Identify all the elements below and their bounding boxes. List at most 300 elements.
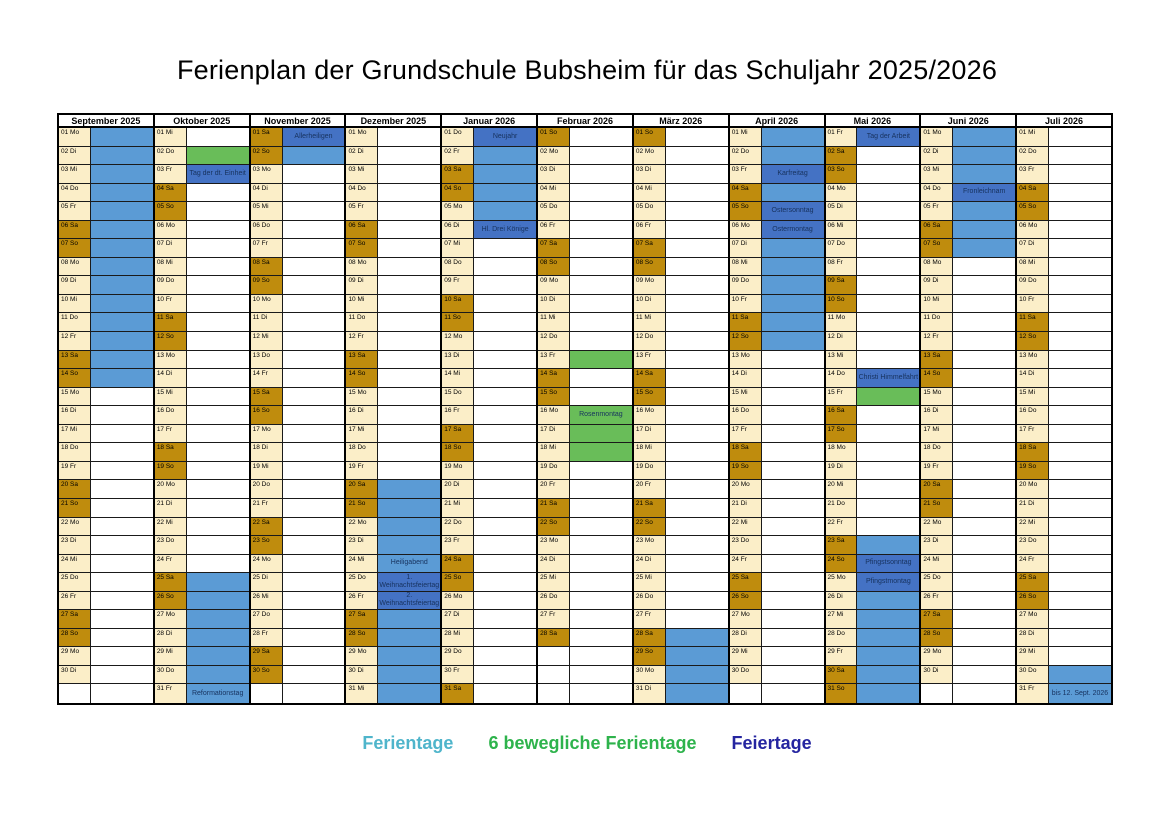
day-label: 14 So bbox=[346, 369, 378, 387]
ferientag-cell bbox=[762, 295, 824, 313]
day-cell bbox=[953, 592, 1015, 610]
day-label: 02 Do bbox=[155, 147, 187, 165]
day-row bbox=[634, 592, 728, 611]
day-row bbox=[634, 184, 728, 203]
day-label: 20 Do bbox=[251, 480, 283, 498]
month-column bbox=[538, 115, 634, 703]
day-cell bbox=[953, 425, 1015, 443]
day-row bbox=[730, 610, 824, 629]
day-label: 05 Mo bbox=[442, 202, 474, 220]
day-row bbox=[826, 573, 920, 592]
day-row bbox=[59, 480, 153, 499]
day-cell bbox=[1049, 443, 1111, 461]
day-cell bbox=[666, 221, 728, 239]
day-row bbox=[538, 647, 632, 666]
day-row bbox=[730, 184, 824, 203]
day-cell bbox=[1049, 369, 1111, 387]
day-label: 26 Di bbox=[826, 592, 858, 610]
day-row bbox=[155, 518, 249, 537]
month-column bbox=[826, 115, 922, 703]
day-row bbox=[730, 128, 824, 147]
day-label: 01 Mi bbox=[1017, 128, 1049, 146]
day-row bbox=[634, 462, 728, 481]
day-row bbox=[155, 573, 249, 592]
day-label: 30 Di bbox=[921, 666, 953, 684]
day-row bbox=[826, 147, 920, 166]
day-cell bbox=[953, 295, 1015, 313]
day-row bbox=[826, 332, 920, 351]
day-label: 29 Fr bbox=[826, 647, 858, 665]
day-row bbox=[921, 462, 1015, 481]
day-cell bbox=[283, 555, 345, 573]
day-label: 26 So bbox=[1017, 592, 1049, 610]
day-label: 21 Fr bbox=[251, 499, 283, 517]
day-label: 27 Di bbox=[442, 610, 474, 628]
day-cell bbox=[187, 499, 249, 517]
day-cell bbox=[283, 258, 345, 276]
day-row bbox=[59, 258, 153, 277]
day-label: 06 Sa bbox=[921, 221, 953, 239]
day-row bbox=[730, 666, 824, 685]
day-label: 17 So bbox=[826, 425, 858, 443]
day-row bbox=[634, 313, 728, 332]
holiday-label: Ostersonntag bbox=[771, 206, 814, 214]
day-label: 30 Do bbox=[155, 666, 187, 684]
day-cell bbox=[666, 184, 728, 202]
day-label: 29 Mi bbox=[730, 647, 762, 665]
day-row bbox=[155, 610, 249, 629]
day-label: 15 Mi bbox=[730, 388, 762, 406]
day-label: 25 Do bbox=[59, 573, 91, 591]
day-label: 18 Do bbox=[59, 443, 91, 461]
day-cell bbox=[283, 313, 345, 331]
day-cell bbox=[857, 332, 919, 350]
day-row bbox=[1017, 388, 1111, 407]
day-cell bbox=[187, 480, 249, 498]
day-label: 18 So bbox=[442, 443, 474, 461]
day-cell bbox=[474, 406, 536, 424]
day-row bbox=[538, 388, 632, 407]
day-label: 22 Fr bbox=[826, 518, 858, 536]
day-label: 01 So bbox=[538, 128, 570, 146]
day-row bbox=[538, 128, 632, 147]
day-row bbox=[59, 647, 153, 666]
ferientag-cell bbox=[91, 165, 153, 183]
day-cell bbox=[857, 202, 919, 220]
day-label: 10 So bbox=[826, 295, 858, 313]
day-cell bbox=[187, 406, 249, 424]
day-row bbox=[634, 406, 728, 425]
day-label: 19 Do bbox=[538, 462, 570, 480]
day-label: 01 Mo bbox=[921, 128, 953, 146]
day-label: 24 Di bbox=[634, 555, 666, 573]
day-cell bbox=[666, 425, 728, 443]
day-label: 07 Di bbox=[730, 239, 762, 257]
empty-cell bbox=[570, 684, 632, 703]
beweglicher-ferientag-cell bbox=[857, 388, 919, 406]
day-row bbox=[538, 443, 632, 462]
ferientag-cell bbox=[91, 147, 153, 165]
day-row bbox=[1017, 276, 1111, 295]
ferientag-cell bbox=[762, 313, 824, 331]
day-label: 17 Di bbox=[634, 425, 666, 443]
day-label: 08 Sa bbox=[251, 258, 283, 276]
day-label: 22 Mi bbox=[730, 518, 762, 536]
day-label: 08 Mi bbox=[730, 258, 762, 276]
day-row bbox=[826, 499, 920, 518]
day-label: 27 Mo bbox=[730, 610, 762, 628]
ferientag-cell bbox=[1049, 684, 1111, 703]
day-label: 26 So bbox=[155, 592, 187, 610]
day-row bbox=[251, 258, 345, 277]
day-cell bbox=[1049, 351, 1111, 369]
day-cell bbox=[283, 202, 345, 220]
day-label: 20 Mo bbox=[730, 480, 762, 498]
day-row bbox=[251, 518, 345, 537]
holiday-label: Tag der dt. Einheit bbox=[189, 169, 246, 177]
day-row bbox=[921, 555, 1015, 574]
day-label: 13 Fr bbox=[538, 351, 570, 369]
ferientag-cell bbox=[762, 184, 824, 202]
day-label: 08 Mo bbox=[346, 258, 378, 276]
day-cell bbox=[762, 462, 824, 480]
ferientag-cell bbox=[91, 295, 153, 313]
day-row bbox=[59, 443, 153, 462]
day-row bbox=[155, 369, 249, 388]
day-label: 26 Do bbox=[538, 592, 570, 610]
day-cell bbox=[953, 276, 1015, 294]
day-row bbox=[1017, 518, 1111, 537]
day-row bbox=[730, 499, 824, 518]
day-cell bbox=[283, 592, 345, 610]
day-row bbox=[155, 128, 249, 147]
day-row bbox=[730, 221, 824, 240]
day-label: 06 Mi bbox=[826, 221, 858, 239]
day-label: 10 Fr bbox=[730, 295, 762, 313]
day-row bbox=[921, 128, 1015, 147]
day-cell bbox=[378, 313, 440, 331]
day-label: 27 Sa bbox=[346, 610, 378, 628]
day-row bbox=[59, 221, 153, 240]
day-label: 29 Mo bbox=[921, 647, 953, 665]
day-label: 14 So bbox=[921, 369, 953, 387]
day-label: 16 Do bbox=[730, 406, 762, 424]
day-label: 30 Do bbox=[730, 666, 762, 684]
day-label: 06 Di bbox=[442, 221, 474, 239]
day-row bbox=[538, 165, 632, 184]
day-row bbox=[442, 425, 536, 444]
day-cell bbox=[91, 499, 153, 517]
day-label: 27 Do bbox=[251, 610, 283, 628]
day-label: 12 Fr bbox=[346, 332, 378, 350]
month-header: Juli 2026 bbox=[1017, 115, 1111, 128]
day-cell bbox=[474, 592, 536, 610]
day-cell bbox=[857, 258, 919, 276]
day-label: 02 Di bbox=[346, 147, 378, 165]
day-label: 03 Mo bbox=[251, 165, 283, 183]
day-row bbox=[730, 425, 824, 444]
day-label: 22 Mo bbox=[59, 518, 91, 536]
day-row bbox=[59, 684, 153, 703]
day-label: 18 Do bbox=[921, 443, 953, 461]
empty-cell bbox=[953, 684, 1015, 703]
day-row bbox=[442, 369, 536, 388]
day-row bbox=[730, 592, 824, 611]
ferientag-cell bbox=[1049, 666, 1111, 684]
day-row bbox=[1017, 499, 1111, 518]
day-row bbox=[251, 202, 345, 221]
day-cell bbox=[570, 239, 632, 257]
day-label: 03 Fr bbox=[155, 165, 187, 183]
day-row bbox=[921, 610, 1015, 629]
day-row bbox=[538, 276, 632, 295]
ferientag-cell bbox=[91, 239, 153, 257]
day-label: 14 Sa bbox=[538, 369, 570, 387]
day-cell bbox=[1049, 647, 1111, 665]
day-row bbox=[346, 573, 440, 592]
holiday-label: Allerheiligen bbox=[294, 132, 333, 140]
day-cell bbox=[666, 369, 728, 387]
day-row bbox=[634, 239, 728, 258]
day-row bbox=[1017, 369, 1111, 388]
day-cell bbox=[666, 239, 728, 257]
day-cell bbox=[857, 276, 919, 294]
day-row bbox=[346, 351, 440, 370]
day-label: 21 Di bbox=[1017, 499, 1049, 517]
day-label: 08 Mo bbox=[59, 258, 91, 276]
day-row bbox=[346, 518, 440, 537]
day-cell bbox=[474, 313, 536, 331]
day-label: 14 Di bbox=[730, 369, 762, 387]
day-label: 12 Mi bbox=[251, 332, 283, 350]
day-cell bbox=[187, 221, 249, 239]
day-row bbox=[442, 239, 536, 258]
legend-feiertage: Feiertage bbox=[731, 733, 812, 753]
day-label: 20 Sa bbox=[59, 480, 91, 498]
day-label: 30 Di bbox=[346, 666, 378, 684]
day-cell bbox=[857, 462, 919, 480]
day-label: 04 Sa bbox=[155, 184, 187, 202]
day-row bbox=[826, 610, 920, 629]
day-row bbox=[826, 239, 920, 258]
day-cell bbox=[857, 351, 919, 369]
day-label: 29 Sa bbox=[251, 647, 283, 665]
day-label: 04 Do bbox=[346, 184, 378, 202]
day-cell bbox=[283, 573, 345, 591]
day-label: 15 Mi bbox=[1017, 388, 1049, 406]
ferientag-cell bbox=[91, 313, 153, 331]
day-cell bbox=[283, 629, 345, 647]
day-row bbox=[442, 629, 536, 648]
day-row bbox=[826, 425, 920, 444]
holiday-label: 2. Weihnachtsfeiertag bbox=[379, 592, 440, 608]
day-row bbox=[346, 239, 440, 258]
day-label bbox=[730, 684, 762, 703]
day-row bbox=[826, 462, 920, 481]
month-column bbox=[634, 115, 730, 703]
day-label: 17 Fr bbox=[155, 425, 187, 443]
ferientag-cell bbox=[474, 165, 536, 183]
day-label: 05 Do bbox=[634, 202, 666, 220]
day-row bbox=[155, 184, 249, 203]
day-label: 03 Di bbox=[634, 165, 666, 183]
day-label: 30 Fr bbox=[442, 666, 474, 684]
day-cell bbox=[666, 480, 728, 498]
feiertag-cell bbox=[474, 128, 536, 146]
day-row bbox=[634, 684, 728, 703]
day-row bbox=[730, 443, 824, 462]
day-label: 13 Do bbox=[251, 351, 283, 369]
day-row bbox=[251, 388, 345, 407]
day-label: 06 Mo bbox=[1017, 221, 1049, 239]
ferientag-cell bbox=[91, 332, 153, 350]
day-label: 07 Sa bbox=[634, 239, 666, 257]
day-cell bbox=[474, 629, 536, 647]
day-row bbox=[59, 369, 153, 388]
ferientag-cell bbox=[91, 369, 153, 387]
day-row bbox=[826, 165, 920, 184]
day-cell bbox=[91, 647, 153, 665]
day-cell bbox=[953, 462, 1015, 480]
day-row bbox=[538, 666, 632, 685]
holiday-label: Rosenmontag bbox=[579, 410, 623, 418]
day-label: 04 Mi bbox=[634, 184, 666, 202]
day-cell bbox=[666, 536, 728, 554]
day-label: 22 Mo bbox=[346, 518, 378, 536]
day-label: 11 Mi bbox=[538, 313, 570, 331]
day-cell bbox=[378, 295, 440, 313]
day-label: 26 Fr bbox=[59, 592, 91, 610]
day-label: 23 Mo bbox=[538, 536, 570, 554]
day-cell bbox=[1049, 332, 1111, 350]
day-cell bbox=[91, 629, 153, 647]
day-label: 04 Sa bbox=[1017, 184, 1049, 202]
day-label: 06 Do bbox=[251, 221, 283, 239]
day-cell bbox=[91, 536, 153, 554]
day-cell bbox=[857, 184, 919, 202]
day-label: 14 Mi bbox=[442, 369, 474, 387]
day-row bbox=[634, 147, 728, 166]
day-row bbox=[634, 332, 728, 351]
day-label: 23 Do bbox=[155, 536, 187, 554]
day-row bbox=[346, 128, 440, 147]
day-label: 21 Mi bbox=[442, 499, 474, 517]
day-row bbox=[826, 629, 920, 648]
day-row bbox=[730, 276, 824, 295]
ferientag-cell bbox=[762, 258, 824, 276]
day-cell bbox=[570, 573, 632, 591]
day-cell bbox=[857, 480, 919, 498]
day-row bbox=[634, 369, 728, 388]
day-row bbox=[251, 425, 345, 444]
day-label: 14 Fr bbox=[251, 369, 283, 387]
day-row bbox=[634, 573, 728, 592]
day-label: 01 Do bbox=[442, 128, 474, 146]
day-row bbox=[251, 555, 345, 574]
day-label: 13 Fr bbox=[634, 351, 666, 369]
day-row bbox=[59, 592, 153, 611]
day-row bbox=[730, 462, 824, 481]
day-label: 23 Sa bbox=[826, 536, 858, 554]
day-label: 28 So bbox=[921, 629, 953, 647]
day-cell bbox=[570, 313, 632, 331]
day-row bbox=[155, 666, 249, 685]
day-cell bbox=[474, 295, 536, 313]
day-row bbox=[730, 295, 824, 314]
day-label: 20 Mo bbox=[1017, 480, 1049, 498]
day-label: 02 Mo bbox=[634, 147, 666, 165]
day-cell bbox=[953, 573, 1015, 591]
ferientag-cell bbox=[187, 610, 249, 628]
day-cell bbox=[283, 480, 345, 498]
ferientag-cell bbox=[378, 610, 440, 628]
day-row bbox=[1017, 239, 1111, 258]
day-label: 13 Sa bbox=[346, 351, 378, 369]
day-cell bbox=[1049, 388, 1111, 406]
day-cell bbox=[378, 147, 440, 165]
day-cell bbox=[283, 276, 345, 294]
day-row bbox=[921, 313, 1015, 332]
day-row bbox=[730, 480, 824, 499]
ferientag-cell bbox=[187, 573, 249, 591]
day-row bbox=[251, 499, 345, 518]
day-row bbox=[251, 128, 345, 147]
day-row bbox=[155, 629, 249, 648]
day-label: 25 Mi bbox=[634, 573, 666, 591]
day-label: 22 Mi bbox=[155, 518, 187, 536]
day-row bbox=[1017, 536, 1111, 555]
day-cell bbox=[474, 499, 536, 517]
day-cell bbox=[378, 425, 440, 443]
ferientag-cell bbox=[762, 276, 824, 294]
day-row bbox=[442, 351, 536, 370]
day-label: 01 Mi bbox=[730, 128, 762, 146]
day-row bbox=[1017, 592, 1111, 611]
day-row bbox=[826, 258, 920, 277]
day-label: 31 Fr bbox=[155, 684, 187, 703]
day-cell bbox=[1049, 202, 1111, 220]
day-label: 05 Mi bbox=[251, 202, 283, 220]
day-cell bbox=[953, 629, 1015, 647]
day-cell bbox=[1049, 499, 1111, 517]
day-cell bbox=[378, 332, 440, 350]
day-cell bbox=[570, 610, 632, 628]
day-label: 28 Fr bbox=[251, 629, 283, 647]
day-cell bbox=[187, 332, 249, 350]
day-cell bbox=[1049, 406, 1111, 424]
day-label: 07 So bbox=[59, 239, 91, 257]
day-label: 19 Do bbox=[634, 462, 666, 480]
day-row bbox=[346, 202, 440, 221]
day-cell bbox=[857, 295, 919, 313]
day-label: 06 Sa bbox=[346, 221, 378, 239]
day-row bbox=[634, 629, 728, 648]
ferientag-cell bbox=[91, 202, 153, 220]
day-label: 20 Mi bbox=[826, 480, 858, 498]
day-label: 15 Sa bbox=[251, 388, 283, 406]
day-row bbox=[538, 351, 632, 370]
day-row bbox=[634, 276, 728, 295]
day-row bbox=[155, 684, 249, 703]
day-row bbox=[538, 184, 632, 203]
day-label: 13 Sa bbox=[921, 351, 953, 369]
day-cell bbox=[474, 536, 536, 554]
day-row bbox=[634, 425, 728, 444]
day-label: 11 Mi bbox=[634, 313, 666, 331]
day-cell bbox=[953, 480, 1015, 498]
day-label: 16 Fr bbox=[442, 406, 474, 424]
day-label: 23 Do bbox=[1017, 536, 1049, 554]
